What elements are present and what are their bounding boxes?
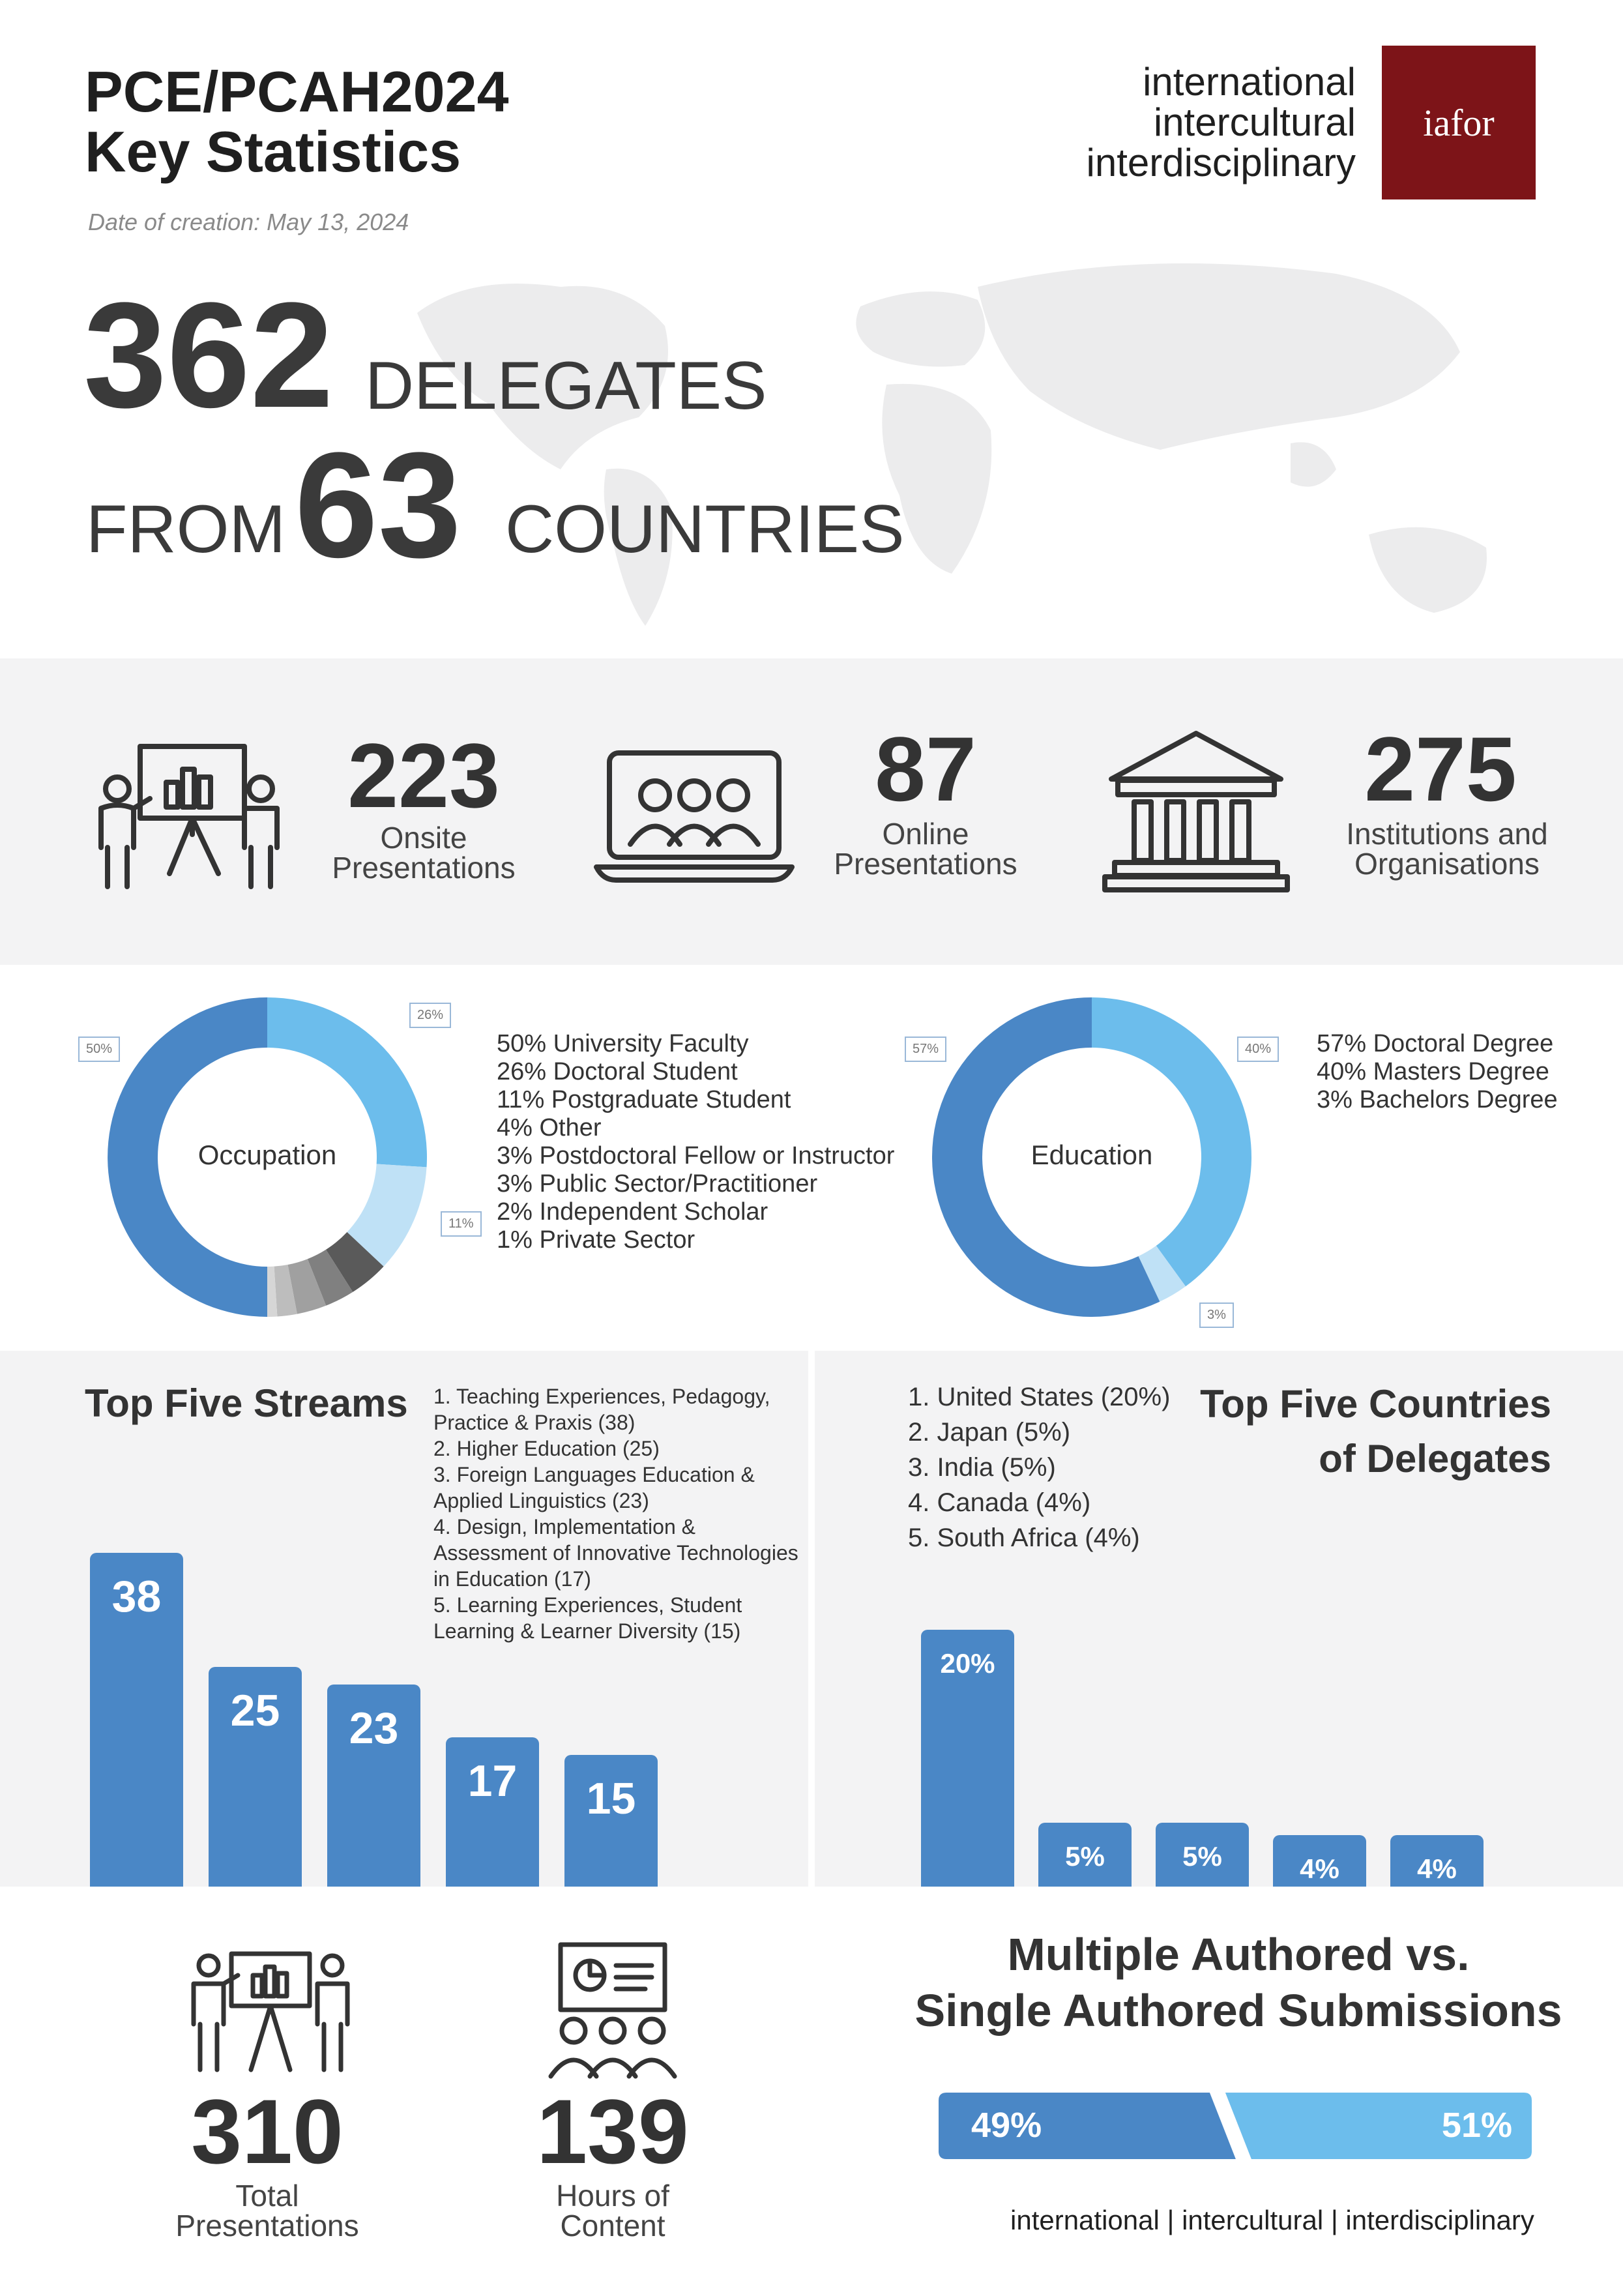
stream-line: 1. Teaching Experiences, Pedagogy,	[433, 1385, 770, 1408]
single-authored-pct: 51%	[1441, 2106, 1512, 2145]
institutions-label	[1317, 819, 1577, 879]
education-callout: 40%	[1237, 1037, 1279, 1062]
legend-item: 3% Postdoctoral Fellow or Instructor	[497, 1142, 895, 1170]
occupation-legend	[497, 1030, 894, 1254]
multiple-authored-pct: 49%	[971, 2106, 1042, 2145]
education-callout: 57%	[905, 1037, 946, 1062]
authored-title-line: Multiple Authored vs.	[1007, 1929, 1470, 1980]
total-presentations-value: 310	[191, 2080, 344, 2183]
countries-list	[908, 1379, 1170, 1555]
stream-line: Practice & Praxis (38)	[433, 1411, 636, 1434]
countries-title-line: of Delegates	[1319, 1437, 1551, 1480]
country-item: 5. South Africa (4%)	[908, 1523, 1140, 1552]
countries-title-line: Top Five Countries	[1200, 1382, 1551, 1426]
bar-value-label: 15	[586, 1773, 636, 1823]
hours-of-content-label	[489, 2181, 737, 2241]
stat-label-line: Hours of	[556, 2179, 669, 2213]
tagline-line: intercultural	[1153, 100, 1356, 144]
authored-split-bar	[939, 2093, 1538, 2164]
stat-label-line: Presentations	[175, 2209, 359, 2243]
tagline	[1087, 62, 1356, 183]
stat-label-line: Onsite	[380, 821, 467, 855]
legend-item: 50% University Faculty	[497, 1030, 749, 1057]
stat-label-line: Online	[882, 817, 969, 851]
bar-value-label: 4%	[1300, 1853, 1339, 1885]
title-line-1: PCE/PCAH2024	[85, 59, 509, 124]
bar-value-label: 5%	[1182, 1840, 1222, 1872]
occupation-center-label: Occupation	[197, 1140, 337, 1170]
country-item: 4. Canada (4%)	[908, 1488, 1091, 1517]
stat-label-line: Institutions and	[1346, 817, 1548, 851]
hours-of-content-value: 139	[536, 2080, 689, 2183]
authored-title	[899, 1926, 1577, 2038]
footer-tagline: international | intercultural | interdisciplinary	[1010, 2205, 1534, 2235]
countries-label: COUNTRIES	[505, 492, 905, 567]
creation-date: Date of creation: May 13, 2024	[88, 209, 409, 235]
world-map-icon	[391, 235, 1623, 658]
webinar-icon	[534, 1939, 691, 2083]
legend-item: 1% Private Sector	[497, 1226, 695, 1254]
occupation-callout: 11%	[441, 1211, 482, 1237]
stat-label-line: Presentations	[332, 851, 516, 885]
countries-title	[1200, 1377, 1551, 1486]
onsite-presentations-label	[300, 823, 548, 883]
legend-item: 4% Other	[497, 1114, 602, 1141]
legend-item: 57% Doctoral Degree	[1317, 1030, 1554, 1057]
legend-item: 11% Postgraduate Student	[497, 1086, 791, 1113]
bar-value-label: 4%	[1417, 1853, 1457, 1885]
stream-line: 3. Foreign Languages Education &	[433, 1463, 755, 1486]
stream-line: Applied Linguistics (23)	[433, 1489, 649, 1512]
country-item: 2. Japan (5%)	[908, 1418, 1071, 1447]
countries-count: 63	[295, 421, 461, 589]
stream-line: Assessment of Innovative Technologies	[433, 1541, 798, 1565]
delegates-label: DELEGATES	[365, 348, 767, 424]
occupation-callout: 50%	[78, 1037, 120, 1062]
education-center-label: Education	[1031, 1140, 1153, 1170]
page-title	[85, 59, 509, 184]
institution-icon	[1102, 727, 1291, 896]
authored-title-line: Single Authored Submissions	[914, 1985, 1562, 2036]
bar-value-label: 20%	[940, 1648, 995, 1679]
country-item: 3. India (5%)	[908, 1453, 1056, 1482]
legend-item: 3% Bachelors Degree	[1317, 1086, 1558, 1113]
occupation-callout: 26%	[409, 1003, 451, 1028]
video-conference-icon	[590, 743, 798, 887]
education-callout: 3%	[1199, 1303, 1234, 1328]
streams-title: Top Five Streams	[85, 1381, 408, 1425]
tagline-line: interdisciplinary	[1086, 141, 1356, 184]
iafor-logo: iafor	[1382, 46, 1536, 199]
bar-value-label: 5%	[1065, 1840, 1105, 1872]
bar-value-label: 17	[467, 1756, 518, 1806]
online-presentations-value: 87	[875, 718, 976, 820]
legend-item: 40% Masters Degree	[1317, 1058, 1549, 1085]
legend-item: 26% Doctoral Student	[497, 1058, 738, 1085]
institutions-value: 275	[1364, 718, 1517, 820]
legend-item: 3% Public Sector/Practitioner	[497, 1170, 818, 1198]
presenter-icon	[91, 737, 287, 893]
legend-item: 2% Independent Scholar	[497, 1198, 768, 1226]
bar-value-label: 23	[349, 1703, 399, 1754]
total-presentations-label	[143, 2181, 391, 2241]
stat-label-line: Presentations	[834, 847, 1017, 881]
title-line-2: Key Statistics	[85, 119, 461, 184]
country-item: 1. United States (20%)	[908, 1383, 1171, 1411]
stream-line: 5. Learning Experiences, Student	[433, 1593, 742, 1617]
stream-line: Learning & Learner Diversity (15)	[433, 1619, 741, 1643]
streams-list	[433, 1383, 798, 1644]
stat-label-line: Content	[560, 2209, 665, 2243]
bar-value-label: 25	[230, 1686, 280, 1736]
presenter-icon	[186, 1946, 355, 2076]
tagline-line: international	[1143, 60, 1356, 104]
education-legend	[1317, 1030, 1558, 1114]
stream-line: 2. Higher Education (25)	[433, 1437, 660, 1460]
online-presentations-label	[808, 819, 1043, 879]
delegates-count: 362	[83, 271, 334, 439]
stat-label-line: Organisations	[1354, 847, 1540, 881]
stream-line: in Education (17)	[433, 1567, 591, 1591]
onsite-presentations-value: 223	[347, 724, 500, 827]
bar-value-label: 38	[111, 1572, 162, 1621]
stat-label-line: Total	[235, 2179, 299, 2213]
stream-line: 4. Design, Implementation &	[433, 1515, 695, 1538]
from-label: FROM	[86, 492, 286, 567]
